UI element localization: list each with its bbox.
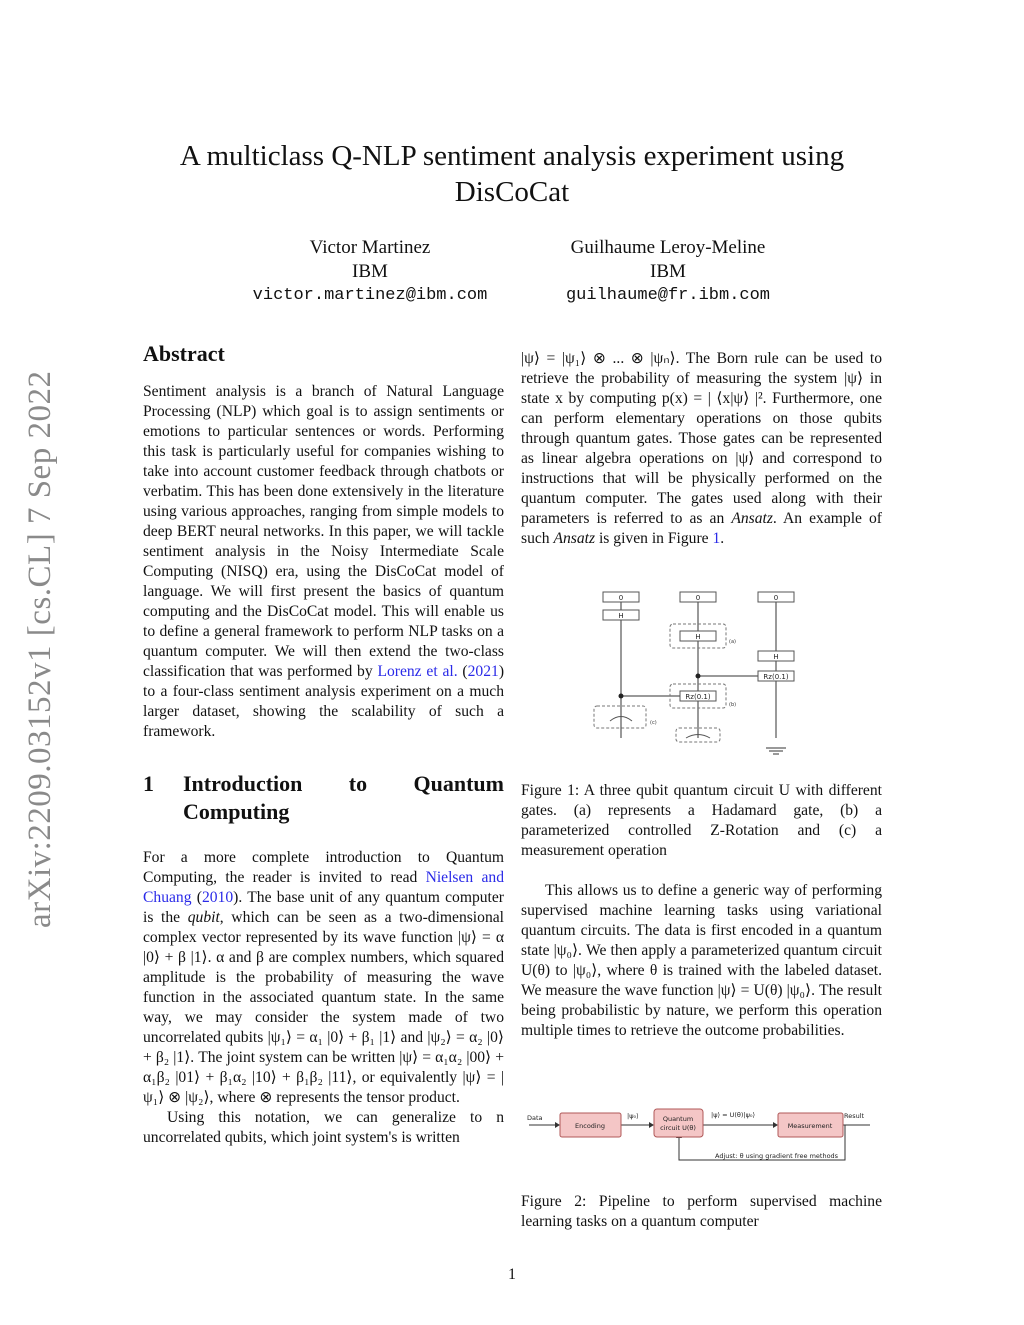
paper-title: A multiclass Q-NLP sentiment analysis experiment using DisCoCat bbox=[179, 140, 845, 208]
qubit-0-label: 0 bbox=[618, 594, 624, 602]
figure-2-pipeline bbox=[525, 1103, 875, 1173]
rz-gate-2: Rz(0.1) bbox=[763, 673, 789, 681]
figure-1-circuit bbox=[590, 588, 810, 763]
citation-nielsen[interactable]: Nielsen and Chuang bbox=[143, 869, 504, 906]
encoding-label: Encoding bbox=[575, 1122, 605, 1130]
rz-gate-1: Rz(0.1) bbox=[685, 693, 711, 701]
abstract-heading: Abstract bbox=[143, 341, 225, 366]
left-column bbox=[143, 341, 505, 1148]
psi-label: |ψ⟩ = U(θ)|ψ₀⟩ bbox=[711, 1111, 756, 1119]
figure-1-reference[interactable]: 1 bbox=[712, 530, 721, 547]
right-paragraph-1: |ψ⟩ = |ψ₁⟩ ⊗ ... ⊗ |ψₙ⟩. The Born rule can be used to retrieve the probability of measuring the system |ψ⟩ in state x by computing p(x) = | ⟨x|ψ⟩ |². Furthermore, one can perform elementary operations on those qubits through quantum gates. Those gates can be represented as linear algebra operations on |ψ⟩ and correspond to instructions that will be physically performed on the quantum computer. The gates used along with their parameters is referred to as an Ansatz. An example of such Ansatz is given in Figure 1. bbox=[521, 350, 883, 547]
section-1-paragraph-1: For a more complete introduction to Quantum Computing, the reader is invited to read Nielsen and Chuang (2010). The base unit of any quantum computer is the qubit, which can be seen as a two-dimensional complex vector represented by its wave function |ψ⟩ = α |0⟩ + β |1⟩. α and β are complex numbers, which squared amplitude is the probability of measuring the wave function in the associated quantum state. In the same way, we may consider the system made of two uncorrelated qubits |ψ₁⟩ = α₁ |0⟩ + β₁ |1⟩ and |ψ₂⟩ = α₂ |0⟩ + β₂ |1⟩. The joint system can be written |ψ⟩ = α₁α₂ |00⟩ + α₁β₂ |01⟩ + β₁α₂ |10⟩ + β₁β₂ |11⟩, or equivalently |ψ⟩ = |ψ₁⟩ ⊗ |ψ₂⟩, where ⊗ represents the tensor product. bbox=[143, 849, 504, 1106]
author-1 bbox=[220, 236, 520, 308]
author-2 bbox=[518, 236, 818, 308]
measurement-label: Measurement bbox=[787, 1122, 833, 1130]
author-2-email[interactable]: guilhaume@fr.ibm.com bbox=[565, 286, 771, 305]
arxiv-identifier: arXiv:2209.03152v1 [cs.CL] 7 Sep 2022 bbox=[22, 370, 58, 928]
qubit-2-label: 0 bbox=[773, 594, 779, 602]
author-1-affiliation: IBM bbox=[352, 261, 388, 282]
quantum-label-line-1: Quantum bbox=[662, 1115, 694, 1123]
citation-nielsen-year[interactable]: 2010 bbox=[201, 889, 234, 906]
data-label: Data bbox=[527, 1114, 543, 1122]
adjust-label: Adjust: θ using gradient free methods bbox=[715, 1152, 839, 1160]
psi0-label: |ψ₀⟩ bbox=[627, 1112, 639, 1120]
quantum-circuit-box bbox=[654, 1109, 703, 1137]
citation-lorenz[interactable]: Lorenz et al. bbox=[377, 663, 458, 680]
author-1-email[interactable]: victor.martinez@ibm.com bbox=[252, 286, 488, 305]
author-1-name: Victor Martinez bbox=[309, 237, 431, 258]
abstract-text: Sentiment analysis is a branch of Natural Language Processing (NLP) which goal is to assign sentiments or emotions to particular sentences or words. Performing this task is particularly useful for companies wishing to take into account customer feedback through chatbots or verbatim. This has been done extensively in the literature using various approaches, ranging from simple models to deep BERT neural networks. In this paper, we will tackle sentiment analysis in the Noisy Intermediate Scale Computing (NISQ) era, using the DisCoCat model of language. We will first present the basics of quantum computing and the DisCoCat model. This will enable us to define a general framework to perform NLP tasks on a quantum computer. We will then extend the two-class classification that was performed by Lorenz et al. (2021) to a four-class sentiment analysis experiment on a much larger dataset, showing the scalability of such a framework. bbox=[143, 383, 505, 740]
label-c: (c) bbox=[650, 720, 657, 726]
control-dot-2 bbox=[696, 674, 701, 679]
label-b: (b) bbox=[729, 702, 737, 708]
author-2-name: Guilhaume Leroy-Meline bbox=[570, 237, 766, 258]
label-a: (a) bbox=[729, 639, 736, 645]
hadamard-gate-3: H bbox=[773, 653, 779, 661]
quantum-label-line-2: circuit U(θ) bbox=[660, 1124, 696, 1132]
figure-1-caption: Figure 1: A three qubit quantum circuit U with different gates. (a) represents a Hadamard gate, (b) a parameterized controlled Z-Rotation and (c) a measurement operation bbox=[521, 782, 882, 859]
right-paragraph-2: This allows us to define a generic way of performing supervised machine learning tasks using variational quantum circuits. The data is first encoded in a quantum state |ψ₀⟩. We then apply a parameterized quantum circuit U(θ) to |ψ₀⟩, where θ is trained with the labeled dataset. We measure the wave function |ψ⟩ = U(θ) |ψ₀⟩. The result being probabilistic by nature, we perform this operation multiple times to retrieve the outcome probabilities. bbox=[521, 882, 882, 1039]
hadamard-gate-2: H bbox=[695, 633, 701, 641]
section-1-paragraph-2: Using this notation, we can generalize to n uncorrelated qubits, which joint system's is written bbox=[143, 1109, 504, 1146]
control-dot-1 bbox=[619, 694, 624, 699]
figure-2-caption: Figure 2: Pipeline to perform supervised machine learning tasks on a quantum computer bbox=[521, 1193, 882, 1230]
result-label: Result bbox=[844, 1112, 865, 1120]
citation-lorenz-year[interactable]: 2021 bbox=[467, 663, 499, 680]
hadamard-gate-1: H bbox=[618, 612, 624, 620]
page-number: 1 bbox=[508, 1266, 516, 1283]
right-column bbox=[521, 349, 882, 549]
author-2-affiliation: IBM bbox=[650, 261, 686, 282]
section-1-heading: 1 Introduction to Quantum Computing bbox=[143, 771, 504, 824]
qubit-1-label: 0 bbox=[695, 594, 701, 602]
